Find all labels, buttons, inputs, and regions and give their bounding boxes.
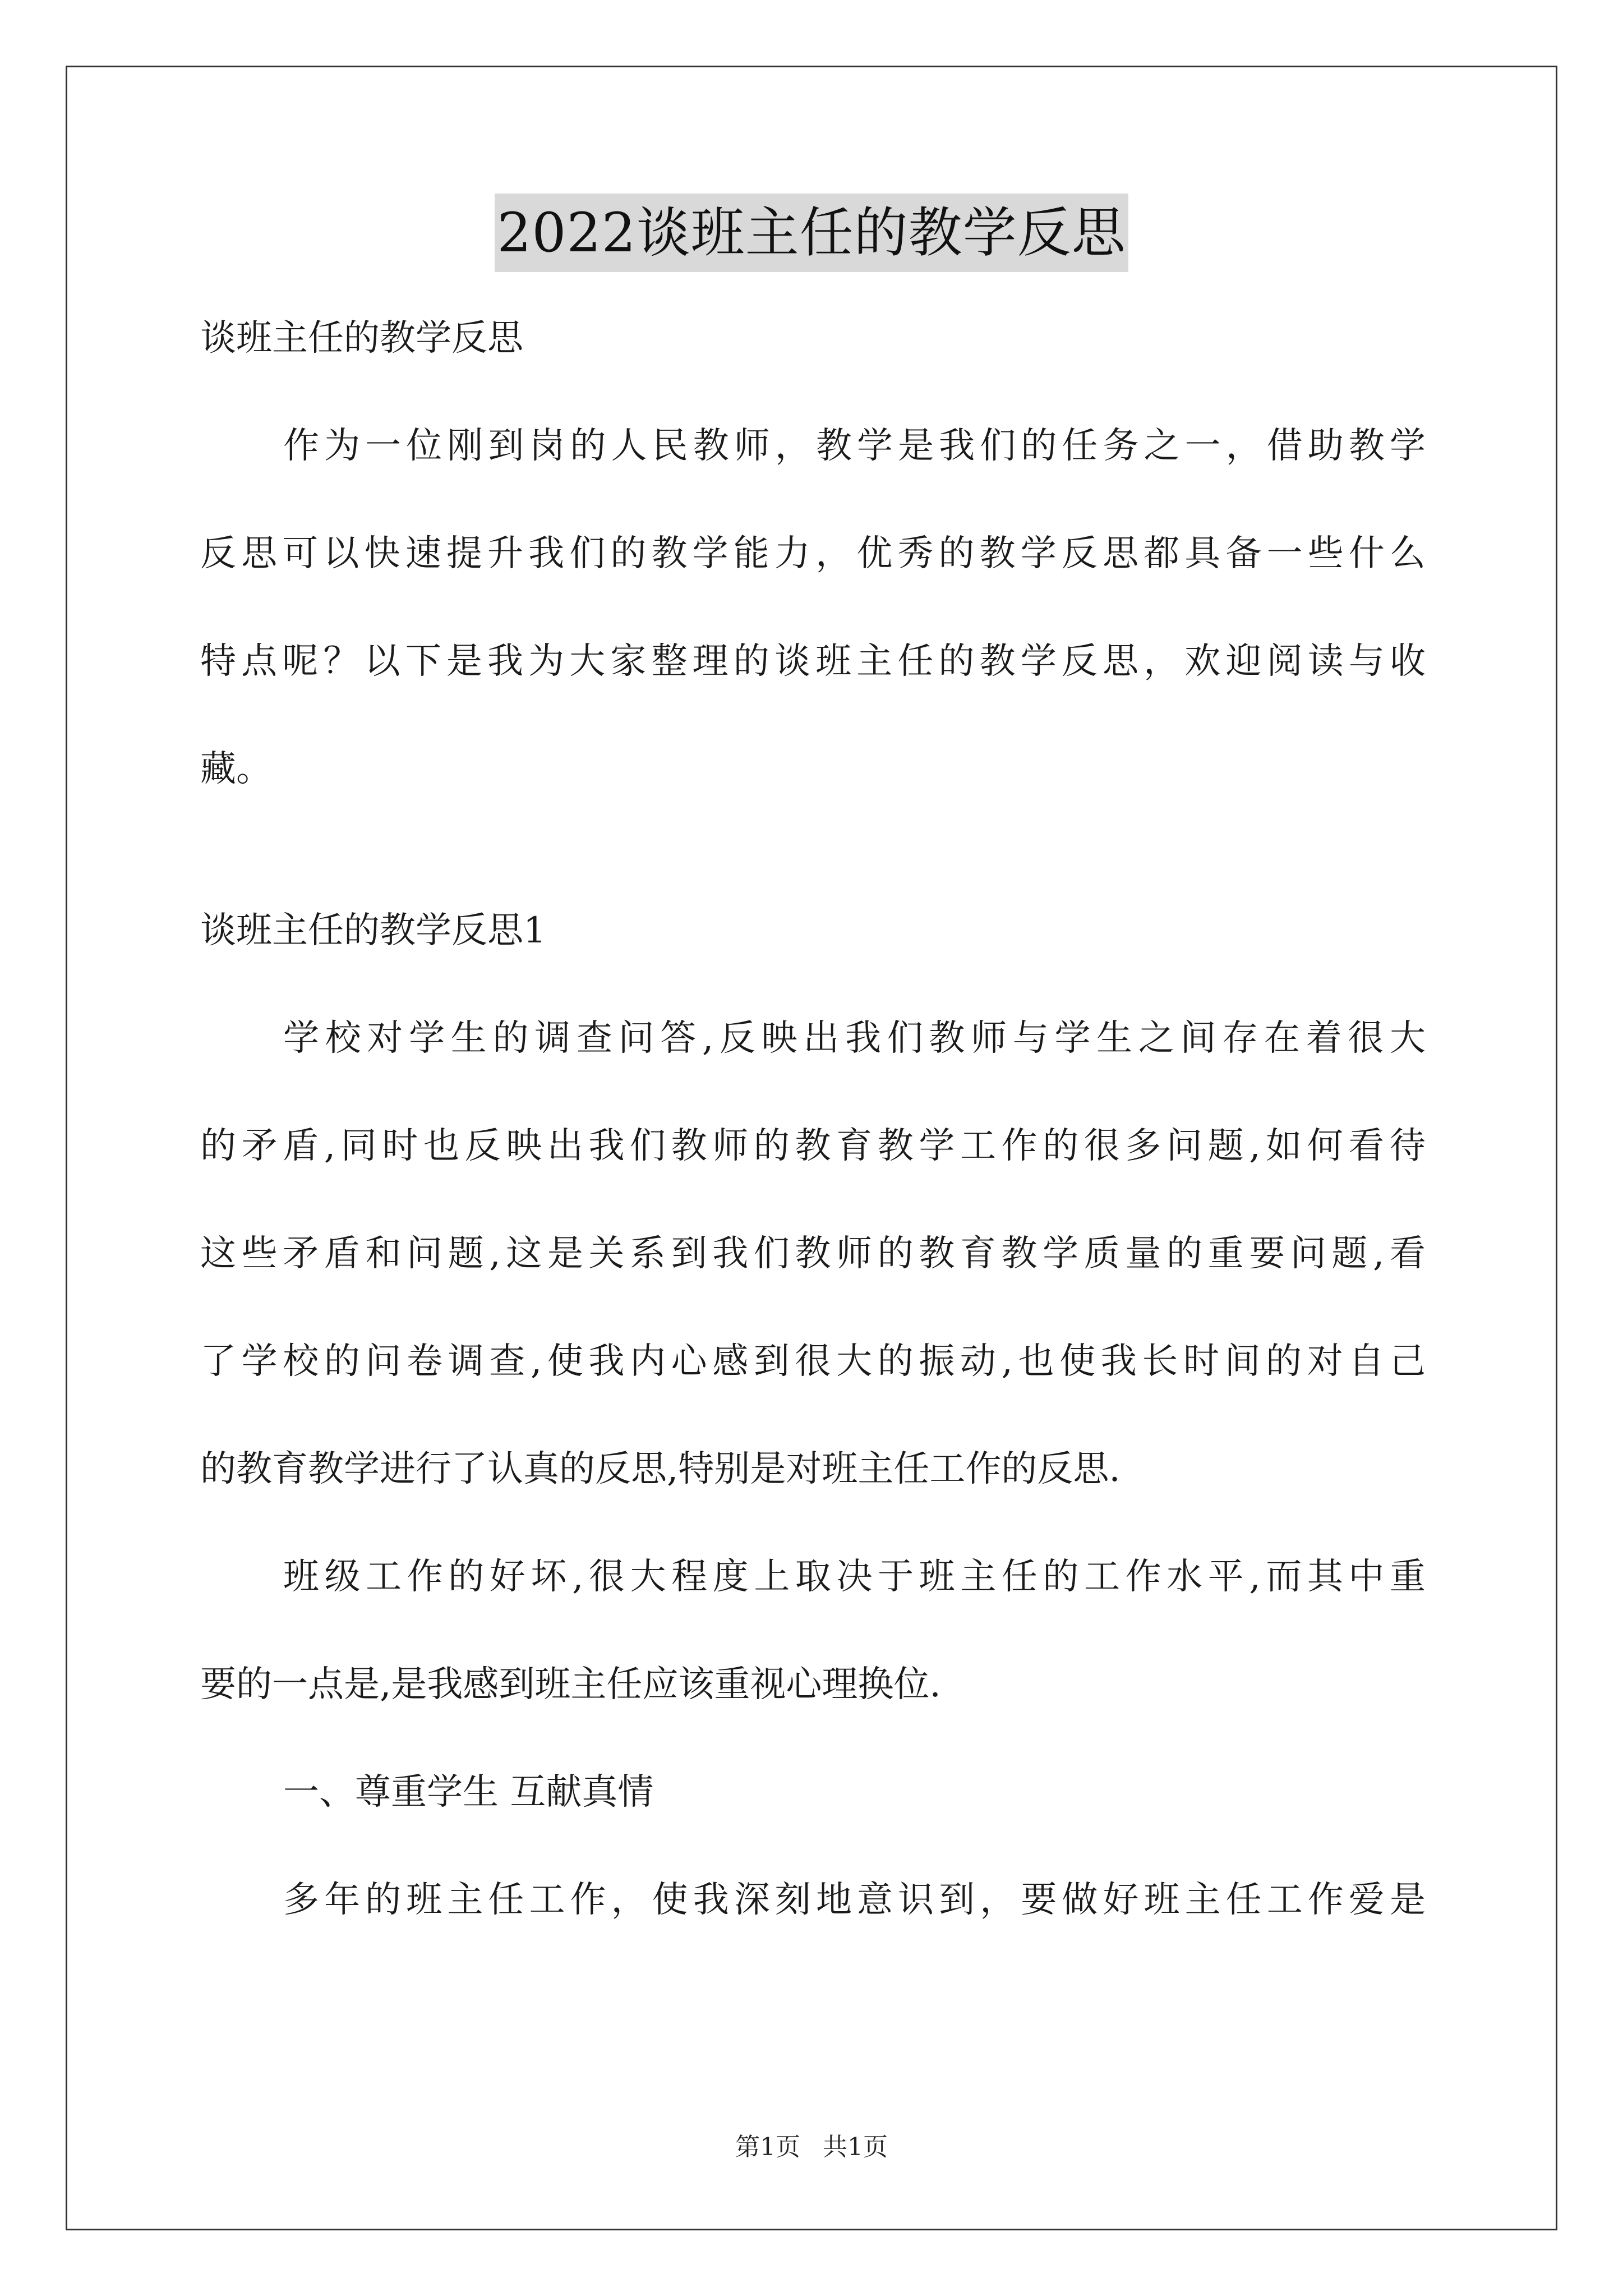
paragraph-line: 班级工作的好坏,很大程度上取决于班主任的工作水平,而其中重 (283, 1556, 1426, 1598)
section-heading: 谈班主任的教学反思1 (200, 910, 546, 951)
document-body (200, 311, 1426, 1927)
paragraph-line: 了学校的问卷调查,使我内心感到很大的振动,也使我长时间的对自己 (200, 1341, 1426, 1382)
main-heading: 谈班主任的教学反思 (200, 318, 523, 359)
paragraph-line: 的教育教学进行了认真的反思,特别是对班主任工作的反思. (200, 1448, 1121, 1490)
paragraph-2 (200, 1550, 1426, 1711)
page-footer (0, 2131, 1623, 2164)
paragraph-line: 的矛盾,同时也反映出我们教师的教育教学工作的很多问题,如何看待 (200, 1125, 1426, 1167)
paragraph-line: 多年的班主任工作，使我深刻地意识到，要做好班主任工作爱是 (283, 1879, 1426, 1921)
page-number: 第1页 (735, 2133, 800, 2161)
paragraph-3 (200, 1873, 1426, 1927)
intro-paragraph (200, 419, 1426, 796)
paragraph-1 (200, 1011, 1426, 1496)
page-total: 共1页 (823, 2133, 888, 2161)
intro-line: 藏。 (200, 748, 272, 790)
title-container (0, 194, 1623, 272)
paragraph-line: 学校对学生的调查问答,反映出我们教师与学生之间存在着很大 (283, 1018, 1426, 1059)
intro-line: 反思可以快速提升我们的教学能力，优秀的教学反思都具备一些什么 (200, 533, 1426, 574)
document-title: 2022谈班主任的教学反思 (495, 194, 1128, 272)
paragraph-line: 这些矛盾和问题,这是关系到我们教师的教育教学质量的重要问题,看 (200, 1233, 1426, 1274)
paragraph-line: 要的一点是,是我感到班主任应该重视心理换位. (200, 1664, 941, 1705)
intro-line: 特点呢？以下是我为大家整理的谈班主任的教学反思，欢迎阅读与收 (200, 641, 1426, 682)
subheading: 一、尊重学生 互献真情 (283, 1772, 654, 1813)
intro-line: 作为一位刚到岗的人民教师，教学是我们的任务之一，借助教学 (283, 425, 1426, 467)
